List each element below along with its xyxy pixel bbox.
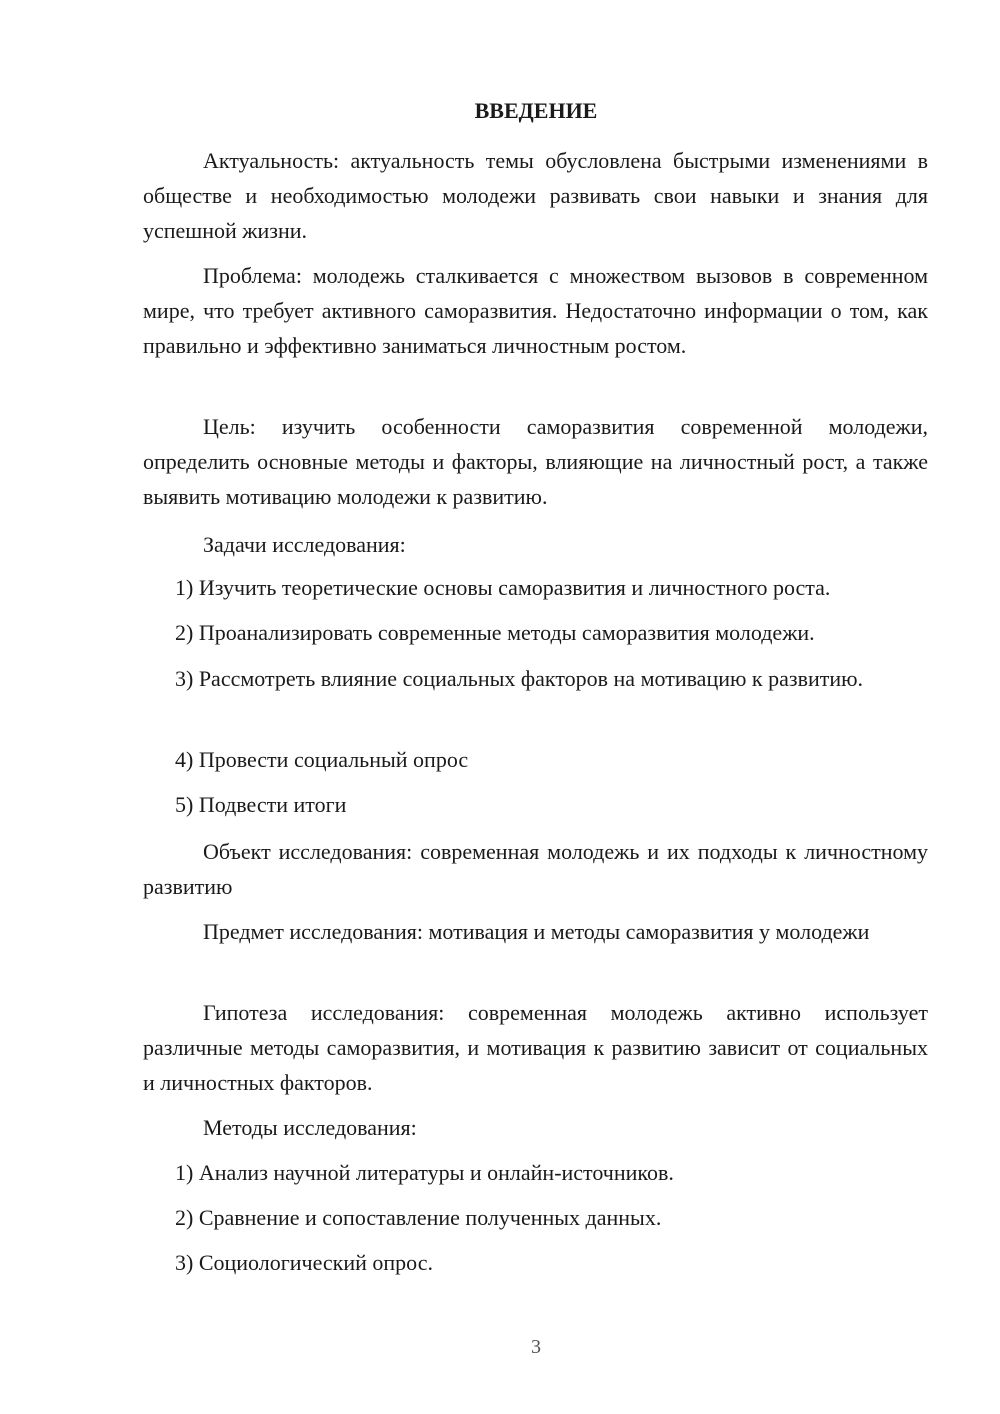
subject-paragraph: Предмет исследования: мотивация и методы саморазвития у молодежи bbox=[203, 919, 870, 944]
method-item-3: 3) Социологический опрос. bbox=[175, 1250, 433, 1275]
hypothesis-paragraph: Гипотеза исследования: современная молодежь активно использует различные методы саморазвития, и мотивация к развитию зависит от социальных и личностных факторов. bbox=[143, 1000, 928, 1095]
task-item-3: 3) Рассмотреть влияние социальных факторов на мотивацию к развитию. bbox=[175, 666, 864, 691]
tasks-heading: Задачи исследования: bbox=[203, 532, 406, 557]
task-item-1: 1) Изучить теоретические основы саморазвития и личностного роста. bbox=[175, 575, 831, 600]
page-title: ВВЕДЕНИЕ bbox=[474, 98, 598, 123]
method-item-1: 1) Анализ научной литературы и онлайн-источников. bbox=[175, 1160, 674, 1185]
goal-paragraph: Цель: изучить особенности саморазвития современной молодежи, определить основные методы и факторы, влияющие на личностный рост, а также выявить мотивацию молодежи к развитию. bbox=[143, 414, 928, 509]
relevance-paragraph: Актуальность: актуальность темы обусловлена быстрыми изменениями в обществе и необходимостью молодежи развивать свои навыки и знания для успешной жизни. bbox=[143, 148, 928, 243]
page-number: 3 bbox=[531, 1336, 541, 1358]
task-item-5: 5) Подвести итоги bbox=[175, 792, 347, 817]
object-paragraph: Объект исследования: современная молодежь и их подходы к личностному развитию bbox=[143, 839, 928, 899]
method-item-2: 2) Сравнение и сопоставление полученных данных. bbox=[175, 1205, 662, 1230]
methods-heading: Методы исследования: bbox=[203, 1115, 417, 1140]
task-item-2: 2) Проанализировать современные методы саморазвития молодежи. bbox=[175, 620, 815, 645]
problem-paragraph: Проблема: молодежь сталкивается с множеством вызовов в современном мире, что требует активного саморазвития. Недостаточно информации о том, как правильно и эффективно заниматься личностным ростом. bbox=[143, 263, 928, 358]
task-item-4: 4) Провести социальный опрос bbox=[175, 747, 469, 772]
